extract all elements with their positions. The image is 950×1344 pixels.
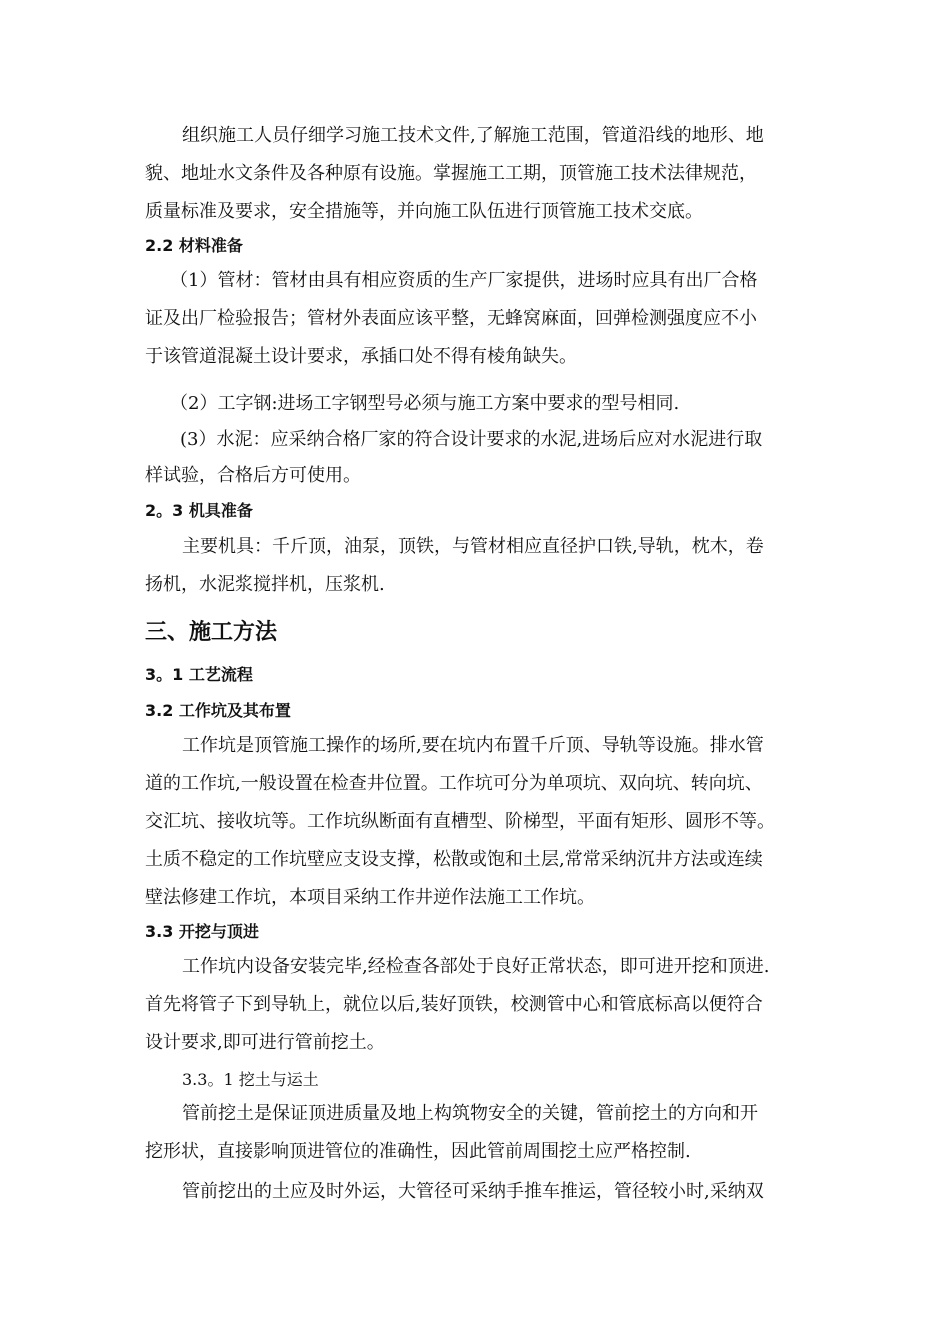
- paragraph-line: 管前挖土是保证顶进质量及地上构筑物安全的关键，管前挖土的方向和开: [182, 1103, 758, 1124]
- section-heading-3-3: 3.3 开挖与顶进: [145, 922, 259, 941]
- paragraph-line: 工作坑是顶管施工操作的场所,要在坑内布置千斤顶、导轨等设施。排水管: [182, 735, 764, 756]
- subsection-heading-3-3-1: 3.3。1 挖土与运土: [182, 1070, 319, 1089]
- section-heading-3-1: 3。1 工艺流程: [145, 665, 253, 684]
- list-item-line: 样试验，合格后方可使用。: [145, 465, 361, 486]
- paragraph-line: 工作坑内设备安装完毕,经检查各部处于良好正常状态，即可进开挖和顶进.: [182, 956, 770, 977]
- paragraph-line: 交汇坑、接收坑等。工作坑纵断面有直槽型、阶梯型，平面有矩形、圆形不等。: [145, 811, 775, 832]
- paragraph-line: 道的工作坑,一般设置在检查井位置。工作坑可分为单项坑、双向坑、转向坑、: [145, 773, 763, 794]
- section-heading-2-2: 2.2 材料准备: [145, 236, 243, 255]
- paragraph-line: 设计要求,即可进行管前挖土。: [145, 1032, 385, 1053]
- chapter-heading-3: 三、施工方法: [145, 619, 278, 645]
- list-item-line: 于该管道混凝土设计要求，承插口处不得有棱角缺失。: [145, 346, 577, 367]
- list-item-line: （1）管材：管材由具有相应资质的生产厂家提供，进场时应具有出厂合格: [170, 270, 758, 291]
- paragraph-line: 扬机，水泥浆搅拌机，压浆机.: [145, 574, 385, 595]
- paragraph-line: 壁法修建工作坑，本项目采纳工作井逆作法施工工作坑。: [145, 887, 595, 908]
- paragraph-line: 土质不稳定的工作坑壁应支设支撑，松散或饱和土层,常常采纳沉井方法或连续: [145, 849, 763, 870]
- paragraph-line: 管前挖出的土应及时外运，大管径可采纳手推车推运，管径较小时,采纳双: [182, 1181, 764, 1202]
- paragraph-line: 首先将管子下到导轨上，就位以后,装好顶铁，校测管中心和管底标高以便符合: [145, 994, 763, 1015]
- paragraph-line: 主要机具：千斤顶，油泵，顶铁，与管材相应直径护口铁,导轨，枕木，卷: [182, 536, 764, 557]
- list-item-line: (3）水泥：应采纳合格厂家的符合设计要求的水泥,进场后应对水泥进行取: [180, 429, 763, 450]
- paragraph-line: 质量标准及要求，安全措施等，并向施工队伍进行顶管施工技术交底。: [145, 201, 703, 222]
- paragraph-line: 貌、地址水文条件及各种原有设施。掌握施工工期，顶管施工技术法律规范，: [145, 163, 757, 184]
- section-heading-2-3: 2。3 机具准备: [145, 501, 253, 520]
- paragraph-line: 组织施工人员仔细学习施工技术文件,了解施工范围，管道沿线的地形、地: [182, 125, 764, 146]
- paragraph-line: 挖形状，直接影响顶进管位的准确性，因此管前周围挖土应严格控制.: [145, 1141, 691, 1162]
- list-item-line: 证及出厂检验报告；管材外表面应该平整，无蜂窝麻面，回弹检测强度应不小: [145, 308, 757, 329]
- section-heading-3-2: 3.2 工作坑及其布置: [145, 701, 291, 720]
- list-item-line: （2）工字钢:进场工字钢型号必须与施工方案中要求的型号相同.: [170, 393, 680, 414]
